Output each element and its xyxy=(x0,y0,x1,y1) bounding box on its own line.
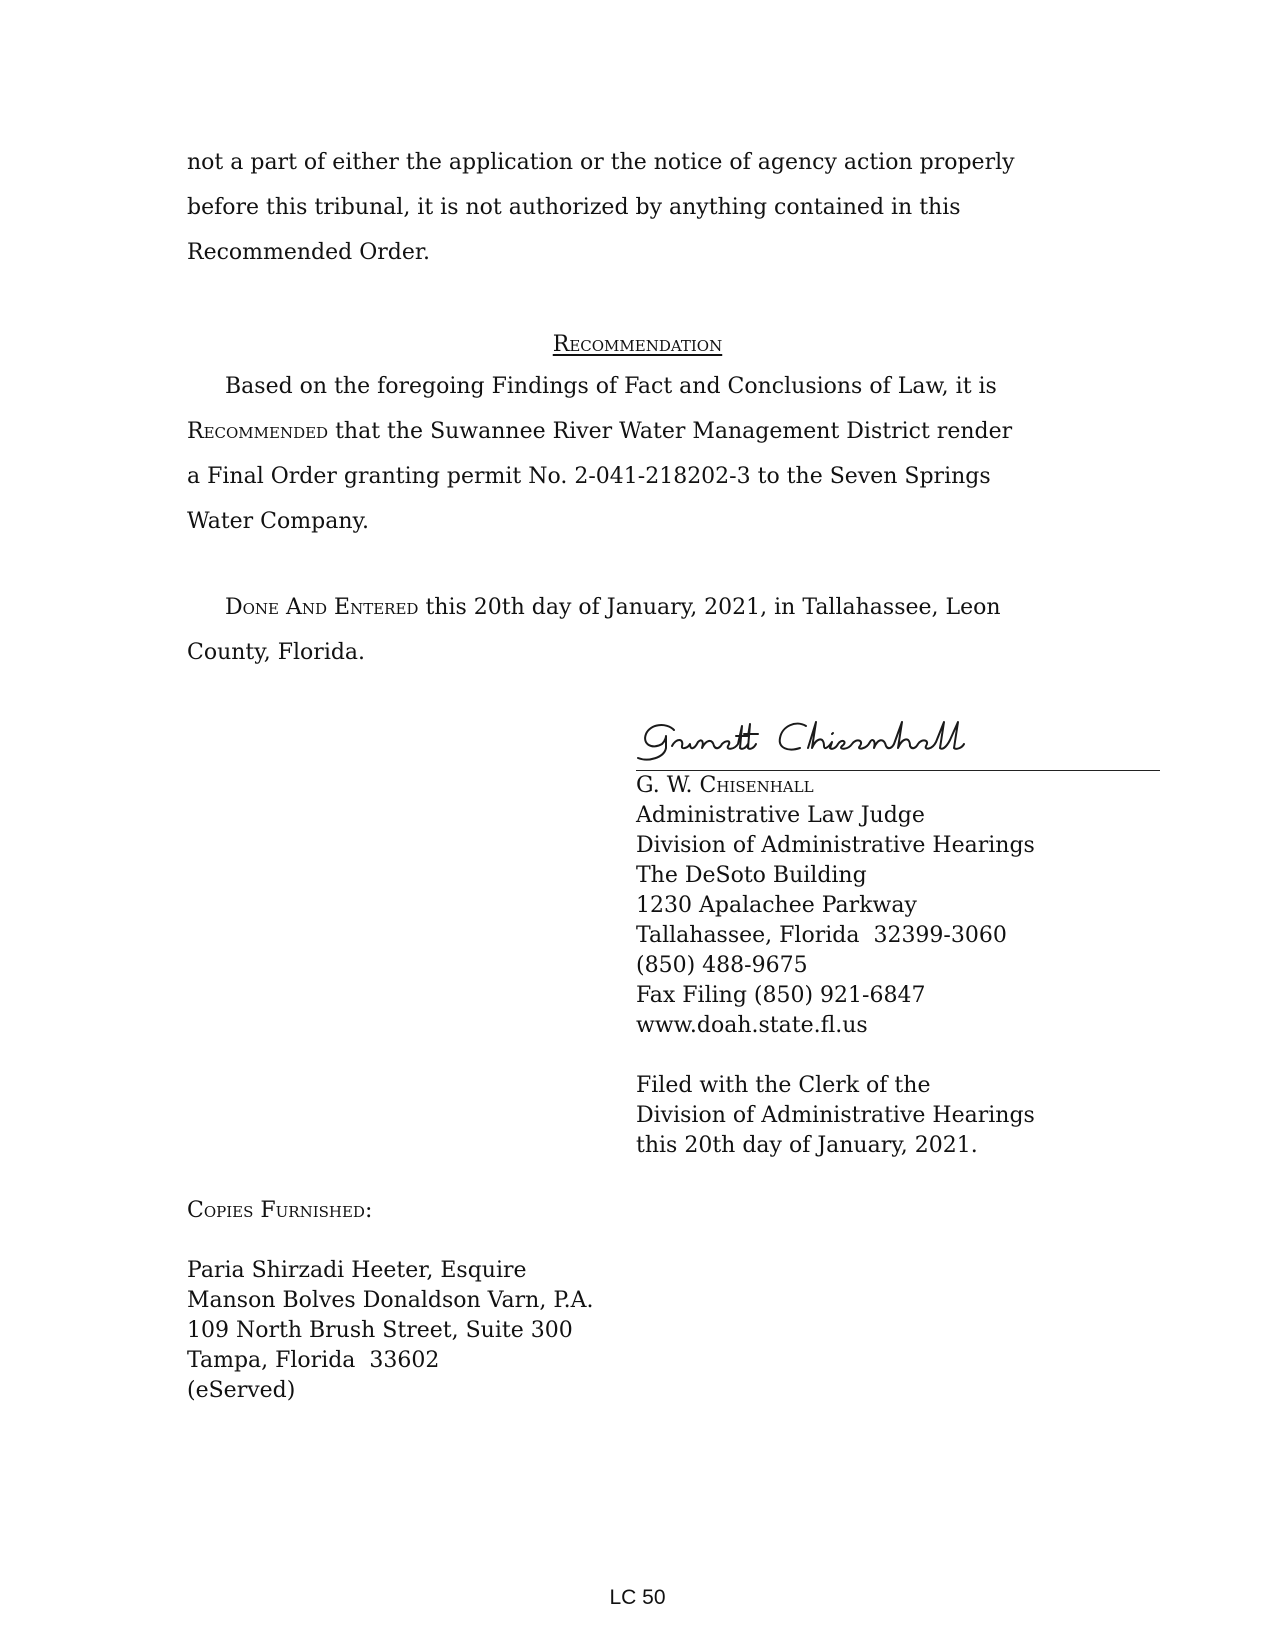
filed-line: Filed with the Clerk of the xyxy=(636,1073,931,1098)
copy-recipient-line: Tampa, Florida 33602 xyxy=(187,1348,440,1373)
address-line: Division of Administrative Hearings xyxy=(636,833,1035,858)
copies-furnished-label: Copies Furnished: xyxy=(187,1198,373,1223)
handwritten-signature xyxy=(636,718,1161,764)
recommendation-line-text: Based on the foregoing Findings of Fact and Conclusions of Law, it is xyxy=(225,374,997,399)
recommendation-line: Water Company. xyxy=(187,509,369,534)
recommended-word: Recommended xyxy=(187,419,329,444)
done-entered-text: this 20th day of January, 2021, in Tallahassee, Leon xyxy=(418,595,1001,620)
done-entered-paragraph xyxy=(187,585,1087,675)
copies-furnished-list xyxy=(187,1256,594,1406)
recommendation-line-text: that the Suwannee River Water Management District render xyxy=(328,419,1013,444)
done-entered-lead: Done And Entered xyxy=(225,595,419,620)
recommendation-line: a Final Order granting permit No. 2-041-218202-3 to the Seven Springs xyxy=(187,464,991,489)
address-line: Administrative Law Judge xyxy=(636,803,925,828)
opening-line: not a part of either the application or the notice of agency action properly xyxy=(187,150,1015,175)
website-line: www.doah.state.fl.us xyxy=(636,1013,868,1038)
copy-recipient-line: Paria Shirzadi Heeter, Esquire xyxy=(187,1258,527,1283)
opening-line: Recommended Order. xyxy=(187,240,430,265)
address-line: Tallahassee, Florida 32399-3060 xyxy=(636,923,1007,948)
signature-script-icon xyxy=(636,718,976,766)
phone-line: (850) 488-9675 xyxy=(636,953,808,978)
judge-name: G. W. Chisenhall xyxy=(636,773,814,798)
copy-recipient-line: Manson Bolves Donaldson Varn, P.A. xyxy=(187,1288,594,1313)
filed-line: this 20th day of January, 2021. xyxy=(636,1133,978,1158)
done-entered-line: County, Florida. xyxy=(187,640,366,665)
signature-block xyxy=(636,718,1161,1161)
judge-address xyxy=(636,771,1161,1041)
copy-recipient-line: 109 North Brush Street, Suite 300 xyxy=(187,1318,573,1343)
recommendation-line xyxy=(187,364,1087,409)
copy-recipient-line: (eServed) xyxy=(187,1378,296,1403)
address-line: The DeSoto Building xyxy=(636,863,867,888)
opening-paragraph xyxy=(187,140,1087,275)
address-line: 1230 Apalachee Parkway xyxy=(636,893,917,918)
recommendation-paragraph xyxy=(187,364,1087,544)
recommendation-line xyxy=(187,409,1087,454)
done-entered-line xyxy=(187,585,1087,630)
opening-line: before this tribunal, it is not authorized by anything contained in this xyxy=(187,195,961,220)
fax-line: Fax Filing (850) 921-6847 xyxy=(636,983,926,1008)
filed-line: Division of Administrative Hearings xyxy=(636,1103,1035,1128)
recommendation-heading: Recommendation xyxy=(552,332,723,357)
page-label: LC 50 xyxy=(609,1586,666,1609)
filed-notice xyxy=(636,1071,1161,1161)
